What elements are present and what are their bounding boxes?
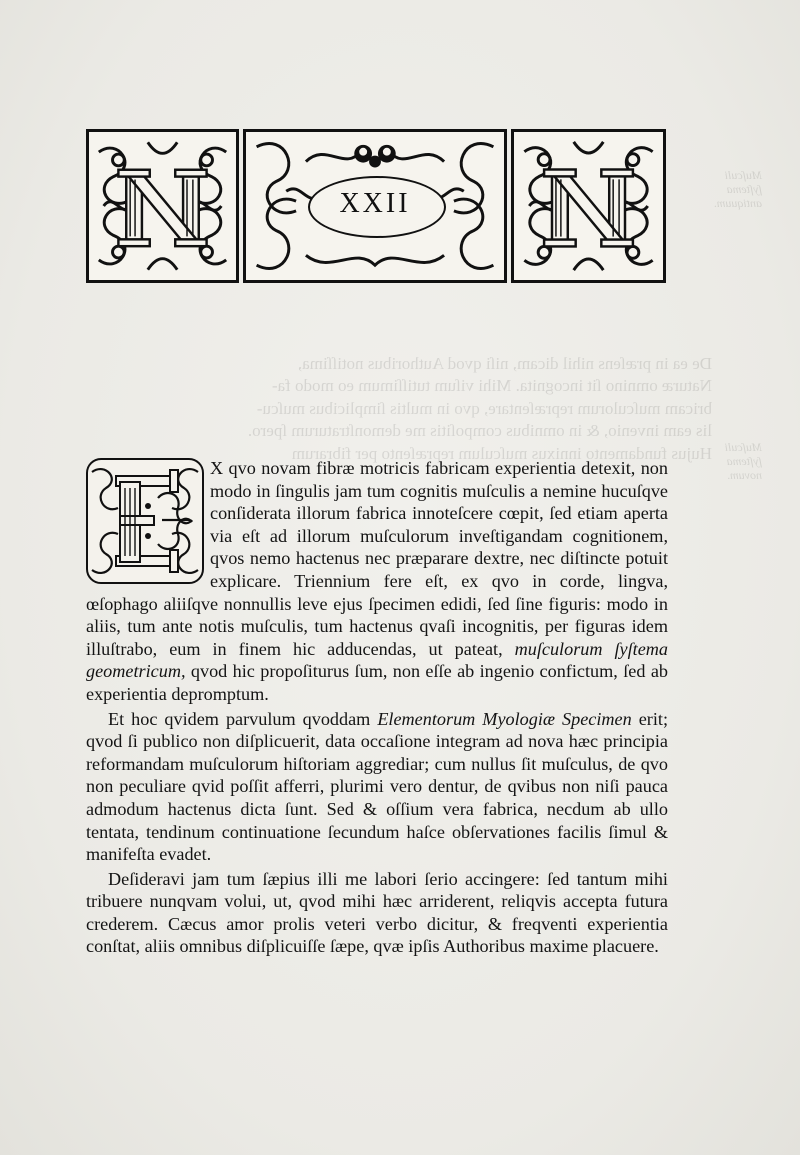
paragraph-2-italic: Elementorum Myologiæ Specimen — [377, 708, 632, 729]
paragraph-1-italic: muſculorum ſyſtema geometricum, — [86, 638, 668, 682]
floral-cartouche-icon — [243, 129, 507, 283]
bleed-through-text: De ea in præſens nihil dicam, niſi qvod Authoribus notiſſima, Naturæ omnino ſit incognita. Mihi viſum tutiſſimum eo modo fa- bricam muſculorum repræſentare, qvo in multis ſimplicibus muſcu- lis eam invenio, & in omnibus compoſitis me demonſtraturum ſpero. Hujus fundamento innixus muſculum repræſento per fibrarum — [247, 353, 712, 463]
ornamental-e-initial-icon — [86, 458, 204, 584]
main-text — [86, 457, 668, 958]
ornamental-n-icon — [86, 129, 239, 283]
ornamental-n-icon-right — [511, 129, 666, 283]
paragraph-2-tail: erit; qvod ſi publico non diſplicuerit, data occaſione integram ad nova hæc principia reformandam muſculorum hiſtoriam aggrediar; cum nullus ſit muſculus, de qvo non peculiare qvid poſſit afferri, plurimi vero dentur, de qvibus non niſi pauca admodum hactenus dicta ſunt. Sed & oſſium vera fabrica, necdum ab ullo tentata, tendinum continuatione ſecundum haſce obſervationes facilis ſimul & manifeſta evadet. — [86, 708, 668, 865]
paragraph-2 — [86, 708, 668, 866]
paragraph-2-lead: Et hoc qvidem parvulum qvoddam — [108, 708, 378, 729]
paragraph-3: Deſideravi jam tum ſæpius illi me labori ſerio accingere: ſed tantum mihi tribuere nunqvam volui, ut, qvod mihi hæc arriderent, reliqvis accepta futura crederem. Cæcus amor prolis veteri verbo dicitur, & freqventi experientia conſtat, aliis omnibus diſplicuiſſe ſæpe, qvæ ipſis Authoribus maxime placuere. — [86, 868, 668, 957]
chapter-header — [86, 129, 666, 283]
paragraph-1-lead: X qvo novam fibræ motricis fabricam experientia detexit, non modo in ſingulis jam tum cognitis muſculis a nemine hucuſqve conſiderata illorum fabrica innoteſcere cœpit, ſed etiam aperta via eſt ad illorum muſculorum inveſtigandam cognitionem, qvos nemo hactenus nec præparare dextre, nec diſtincte potuit explicare. Triennium fere eſt, ex qvo in corde, lingva, œſophago aliiſqve nonnullis leve ejus ſpecimen edidi, ſed ſine figuris: modo in aliis, tum ante notis muſculis, tum hactenus qvaſi incognitis, per figuras idem illuſtrabo, eum in finem hic adducendas, ut pateat, — [86, 458, 668, 659]
bleed-through-margin-2: Muſculi ſyſtema novum. — [724, 440, 762, 482]
bleed-through-margin: Muſculi ſyſtema antiquum. — [713, 168, 762, 210]
paragraph-1-tail: qvod hic propoſiturus ſum, non eſſe ab ingenio confictum, ſed ab experientia depromptum. — [86, 661, 668, 704]
paragraph-1 — [86, 457, 668, 706]
chapter-number: XXII — [339, 188, 411, 219]
